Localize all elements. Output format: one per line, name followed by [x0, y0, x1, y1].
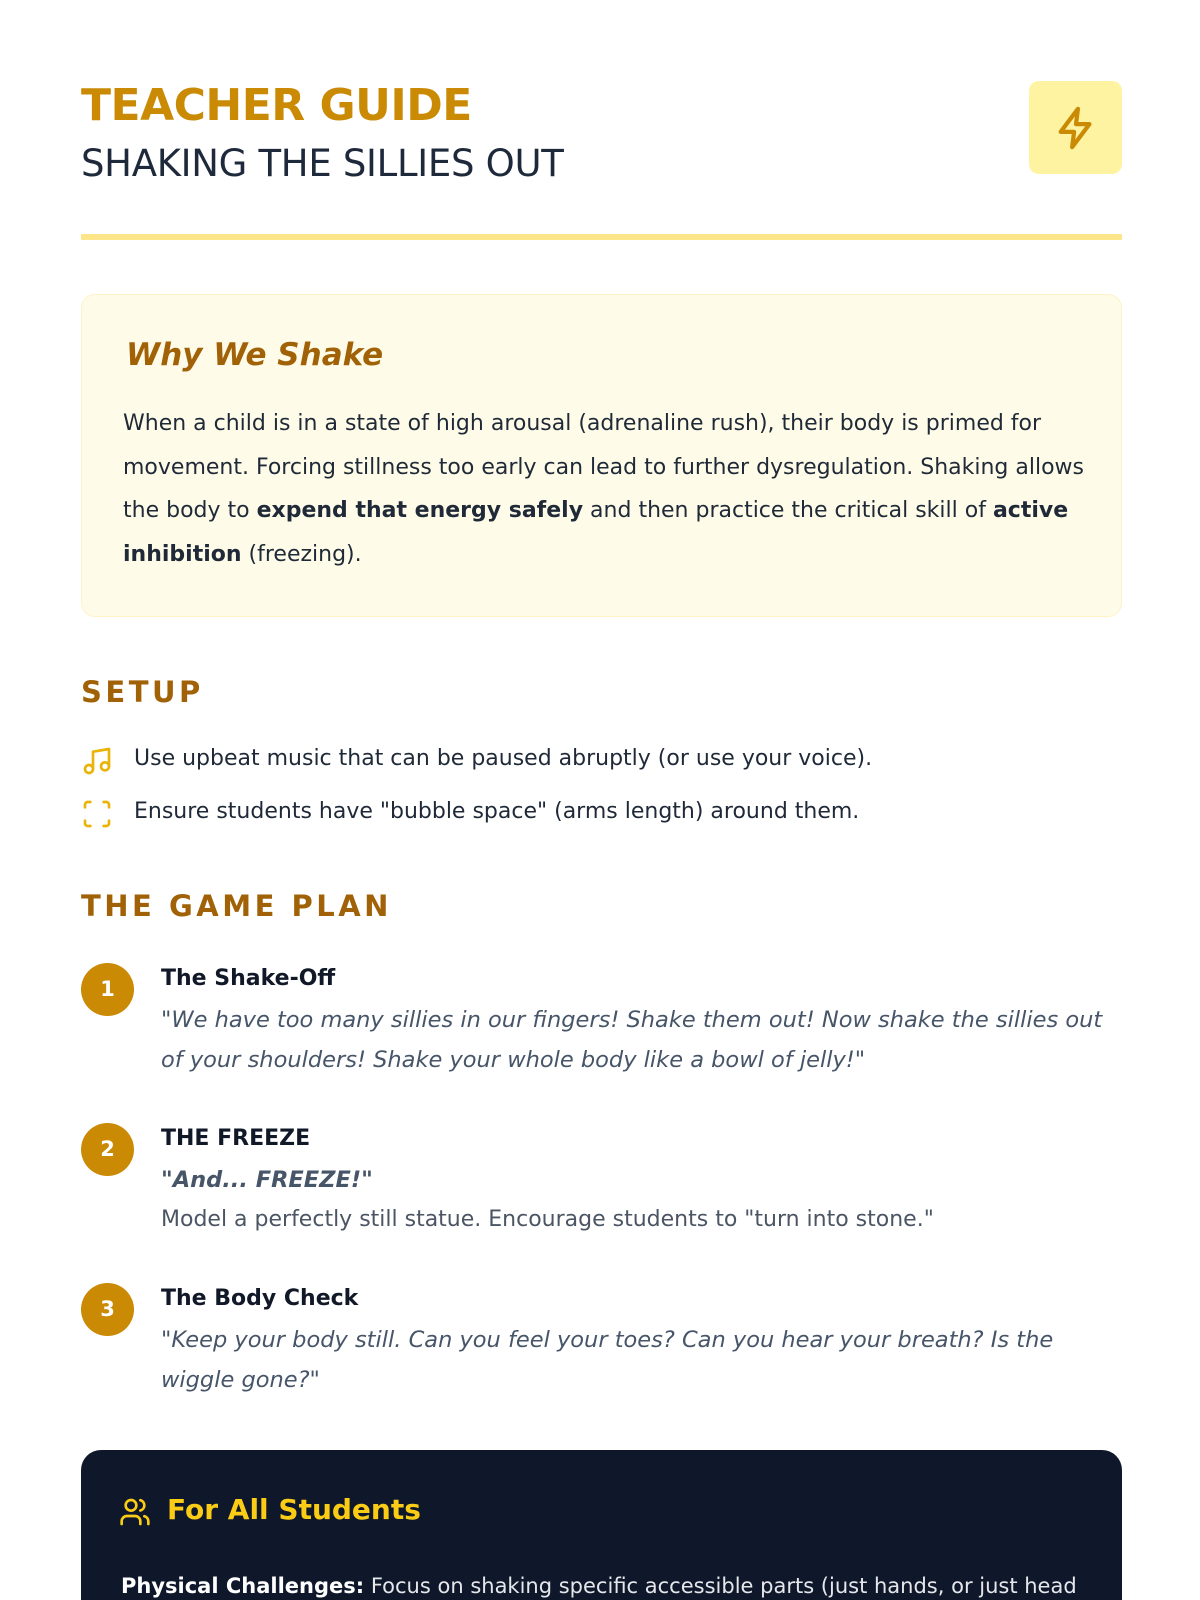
step-content — [161, 961, 1121, 1080]
header-divider — [81, 234, 1122, 240]
step-script-quote: "We have too many sillies in our fingers! Shake them out! Now shake the sillies out of your shoulders! Shake your whole body like a bowl of jelly!" — [161, 1007, 1103, 1073]
for-all-students-title: For All Students — [167, 1493, 421, 1526]
physical-challenges-label: Physical Challenges: — [121, 1574, 365, 1598]
page-title: TEACHER GUIDE — [81, 80, 472, 131]
step-number-badge: 2 — [81, 1123, 134, 1176]
why-body-text-1: When a child is in a state of high arousal (adrenaline rush), their body is primed for movement. Forcing stillness too early can lead to further dysregulation. Shaking allows the body to — [123, 411, 1085, 523]
step-script-quote: "And... FREEZE!" — [161, 1167, 373, 1193]
step-number-badge: 1 — [81, 963, 134, 1016]
step-title: The Shake-Off — [161, 966, 336, 991]
why-body-text-2: and then practice the critical skill of — [583, 498, 993, 523]
physical-challenges-description: Focus on shaking specific accessible parts (just hands, or just head — [364, 1574, 1077, 1598]
setup-item-text: Use upbeat music that can be paused abruptly (or use your voice). — [134, 746, 873, 771]
setup-item-space — [81, 794, 1122, 830]
step-title: THE FREEZE — [161, 1126, 311, 1151]
setup-heading: SETUP — [81, 675, 204, 709]
step-content — [161, 1121, 1121, 1240]
space-frame-icon — [81, 798, 113, 830]
why-we-shake-body — [123, 402, 1088, 576]
page-subtitle: SHAKING THE SILLIES OUT — [81, 142, 564, 185]
setup-item-text: Ensure students have "bubble space" (arms length) around them. — [134, 799, 860, 824]
why-emphasis-inhibition: active inhibition — [123, 498, 1069, 567]
setup-item-music — [81, 741, 1122, 777]
users-icon — [119, 1496, 151, 1528]
step-number-badge: 3 — [81, 1283, 134, 1336]
why-emphasis-energy: expend that energy safely — [256, 498, 584, 523]
why-we-shake-card — [81, 294, 1122, 617]
lightning-bolt-icon — [1053, 105, 1099, 151]
physical-challenges-text — [121, 1566, 1081, 1600]
step-title: The Body Check — [161, 1286, 359, 1311]
step-note: Model a perfectly still statue. Encourage students to "turn into stone." — [161, 1207, 934, 1232]
for-all-students-card — [81, 1450, 1122, 1600]
guide-header — [81, 78, 1122, 185]
step-content — [161, 1281, 1121, 1400]
step-script-quote: "Keep your body still. Can you feel your toes? Can you hear your breath? Is the wiggle gone?" — [161, 1327, 1054, 1393]
why-body-text-3: (freezing). — [241, 541, 362, 567]
lightning-badge — [1029, 81, 1122, 174]
why-we-shake-title: Why We Shake — [126, 337, 384, 373]
music-note-icon — [81, 745, 113, 777]
game-plan-heading: THE GAME PLAN — [81, 889, 392, 923]
